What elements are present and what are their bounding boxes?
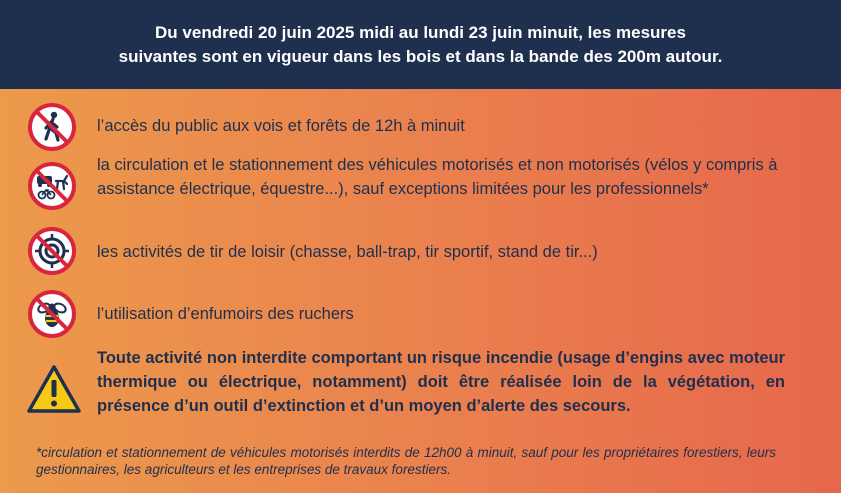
fire-risk-warning: Toute activité non interdite comportant un risque incendie (usage d’engins avec moteur thermique ou électrique, notamment) doit être réalisée loin de la végétation, en présence d’un outil d’extinction et d’un moyen d’alerte des secours. — [97, 349, 785, 415]
prohibition-bee-smoker: l’utilisation d’enfumoirs des ruchers — [97, 305, 354, 323]
no-bee-smoker-icon — [27, 289, 77, 339]
prohibition-shooting: les activités de tir de loisir (chasse, ball-trap, tir sportif, stand de tir...) — [97, 243, 598, 261]
no-pedestrian-icon — [27, 102, 77, 152]
announcement-header — [0, 0, 841, 89]
header-line-1: Du vendredi 20 juin 2025 midi au lundi 23 juin minuit, les mesures — [155, 22, 686, 42]
prohibition-vehicles: la circulation et le stationnement des véhicules motorisés et non motorisés (vélos y compris à assistance électrique, équestre...), sauf exceptions limitées pour les professionnels* — [97, 156, 778, 198]
no-shooting-icon — [27, 226, 77, 276]
no-vehicles-icon — [27, 161, 77, 211]
header-line-2: suivantes sont en vigueur dans les bois et dans la bande des 200m autour. — [118, 46, 723, 66]
prohibition-public-access: l’accès du public aux vois et forêts de 12h à minuit — [97, 117, 465, 135]
warning-triangle-icon — [26, 364, 82, 414]
footnote: *circulation et stationnement de véhicules motorisés interdits de 12h00 à minuit, sauf pour les propriétaires forestiers, leurs gestionnaires, les agriculteurs et les entreprises de travaux forestiers. — [36, 445, 776, 477]
